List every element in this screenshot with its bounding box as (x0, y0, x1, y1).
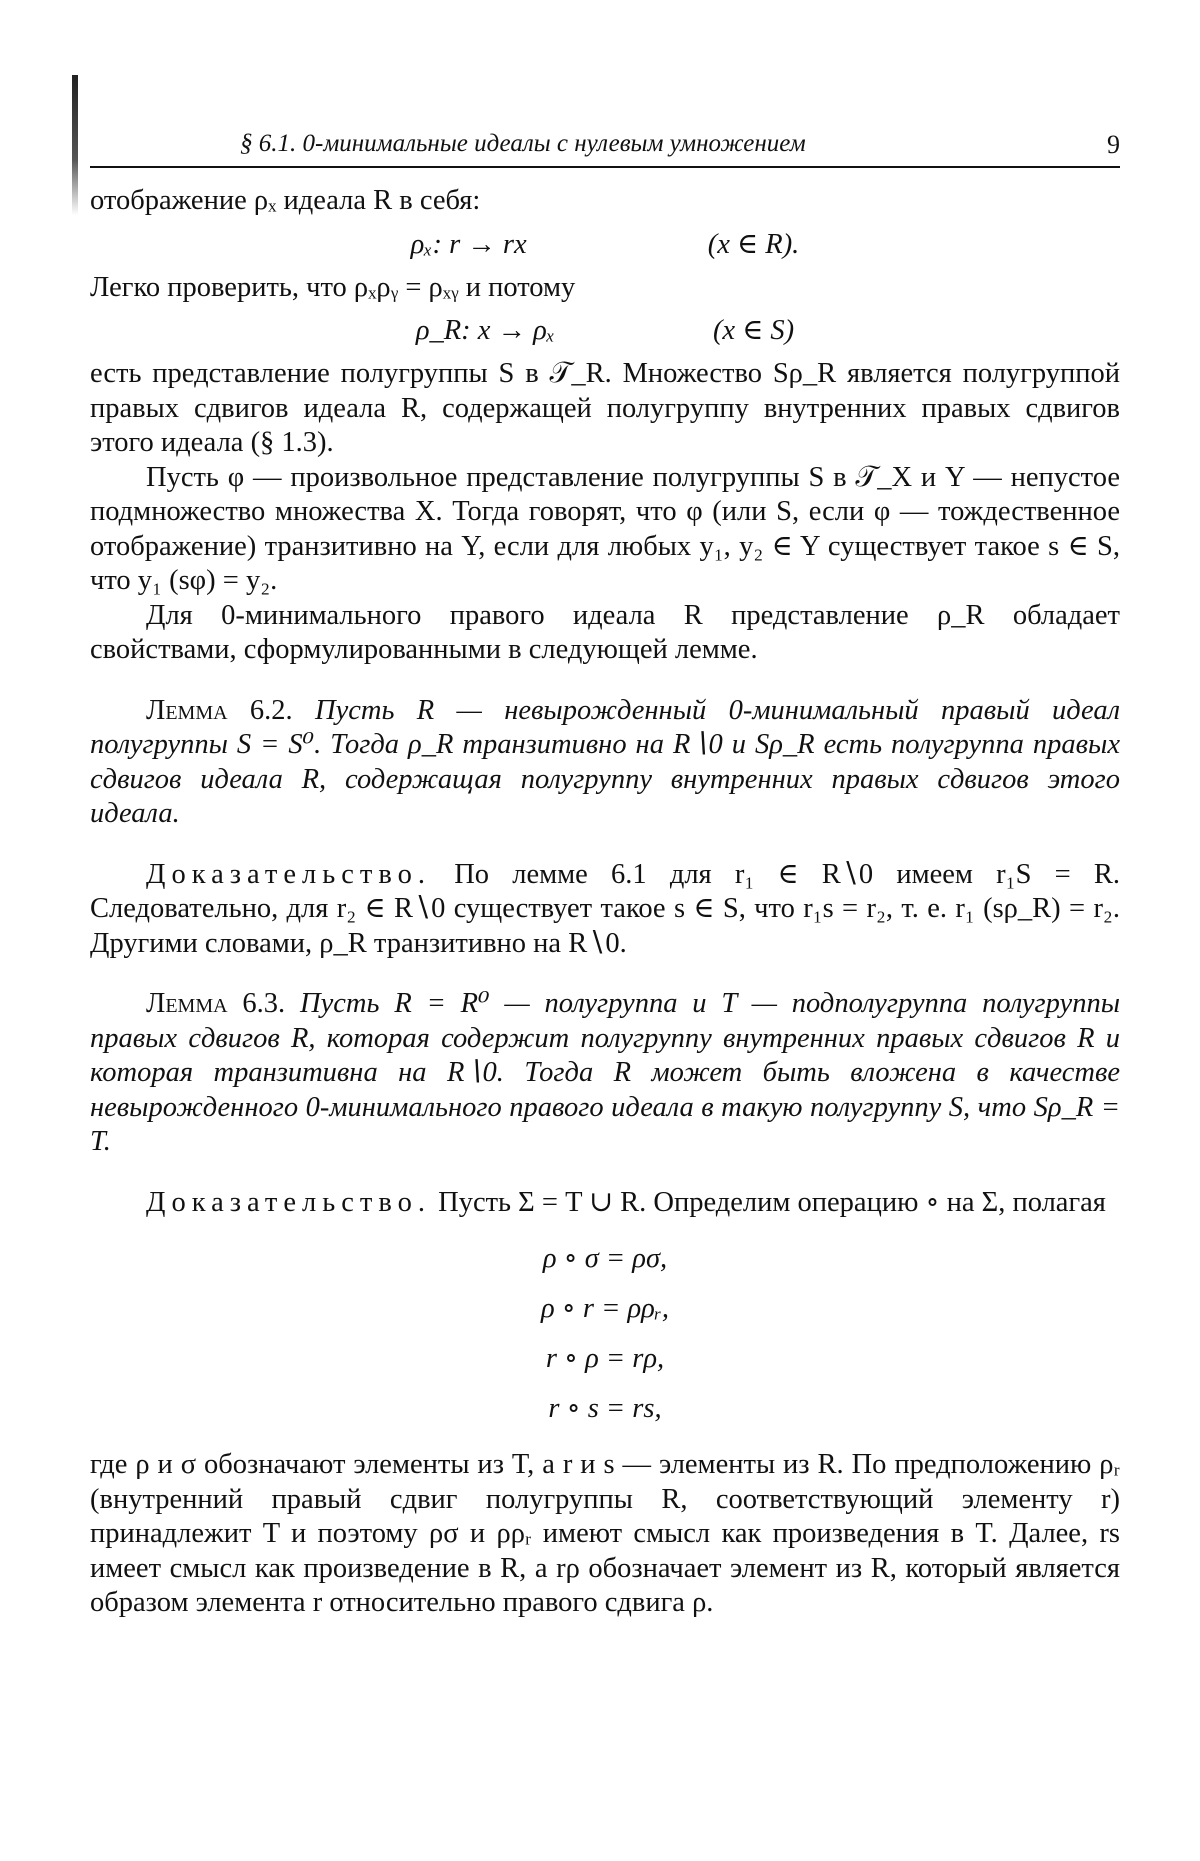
page-header (90, 126, 1120, 168)
scan-edge-mark (72, 75, 78, 215)
lemma-statement: Пусть R — невырожденный 0-минимальный правый идеал полугруппы S = S⁰. Тогда ρ_R транзитивно на R∖0 и Sρ_R есть полугруппа правых сдвигов идеала R, содержащая полугруппу внутренних правых сдвигов этого идеала. (90, 694, 1121, 829)
lemma-6-2 (90, 694, 1120, 832)
equation-condition: (x ∈ S) (712, 315, 795, 346)
lemma-statement: Пусть R = R⁰ — полугруппа и T — подполугруппа полугруппы правых сдвигов R, которая содержит полугруппу внутренних правых сдвигов R и которая транзитивна на R∖0. Тогда R может быть вложена в качестве невырожденного 0-минимального правого идеала в такую полугруппу S, что Sρ_R = T. (90, 988, 1121, 1157)
running-head: § 6.1. 0-минимальные идеалы с нулевым умножением (240, 130, 806, 157)
proof-text: Пусть Σ = T ∪ R. Определим операцию ∘ на Σ, полагая (438, 1186, 1106, 1218)
proof-lemma-6-3 (90, 1186, 1120, 1221)
equation-line: r ∘ s = rs, (548, 1393, 662, 1424)
proof-text: По лемме 6.1 для r₁ ∈ R∖0 имеем r₁S = R. Следовательно, для r₂ ∈ R∖0 существует такое s ∈ S, что r₁s = r₂, т. е. r₁ (sρ_R) = r₂. Другими словами, ρ_R транзитивно на R∖0. (90, 858, 1121, 959)
equation-expr: ρ_R: x → ρₓ (415, 315, 555, 346)
paragraph-1: отображение ρₓ идеала R в себя: (90, 185, 481, 216)
proof-lemma-6-2 (90, 858, 1120, 962)
equation-rho-r (90, 311, 1120, 351)
paragraph-final: где ρ и σ обозначают элементы из T, а r и s — элементы из R. По предположению ρᵣ (внутренний правый сдвиг полугруппы R, соответствующий элементу r) принадлежит T и поэтому ρσ и ρρᵣ имеют смысл как произведения в T. Далее, rs имеет смысл как произведение в R, а rρ обозначает элемент из R, который является образом элемента r относительно правого сдвига ρ. (90, 1449, 1120, 1618)
lemma-6-3 (90, 987, 1120, 1160)
page-body (90, 184, 1120, 1621)
lemma-title: Лемма 6.3. (146, 988, 286, 1019)
proof-heading: Доказательство. (146, 1186, 431, 1218)
equation-line: ρ ∘ r = ρρᵣ, (541, 1293, 669, 1324)
lemma-title: Лемма 6.2. (146, 694, 293, 726)
paragraph-3: есть представление полугруппы S в 𝒯_R. Множество Sρ_R является полугруппой правых сдвигов идеала R, содержащей полугруппу внутренних правых сдвигов этого идеала (§ 1.3). (90, 358, 1120, 458)
paragraph-2: Легко проверить, что ρₓρᵧ = ρₓᵧ и потому (90, 271, 576, 303)
proof-heading: Доказательство. (146, 858, 431, 890)
paragraph-4: Пусть φ — произвольное представление полугруппы S в 𝒯_X и Y — непустое подмножество множества X. Тогда говорят, что φ (или S, если φ — тождественное отображение) транзитивно на Y, если для любых y₁, y₂ ∈ Y существует такое s ∈ S, что y₁ (sφ) = y₂. (90, 461, 1120, 596)
paragraph-5: Для 0-минимального правого идеала R представление ρ_R обладает свойствами, сформулированными в следующей лемме. (90, 599, 1120, 665)
equation-line: ρ ∘ σ = ρσ, (542, 1243, 668, 1274)
equation-expr: ρₓ: r → rx (410, 228, 527, 260)
operation-definition (90, 1234, 1120, 1434)
page-number: 9 (1107, 130, 1120, 159)
equation-condition: (x ∈ R). (707, 228, 800, 260)
equation-line: r ∘ ρ = rρ, (545, 1343, 665, 1374)
equation-rho-x (90, 225, 1120, 265)
